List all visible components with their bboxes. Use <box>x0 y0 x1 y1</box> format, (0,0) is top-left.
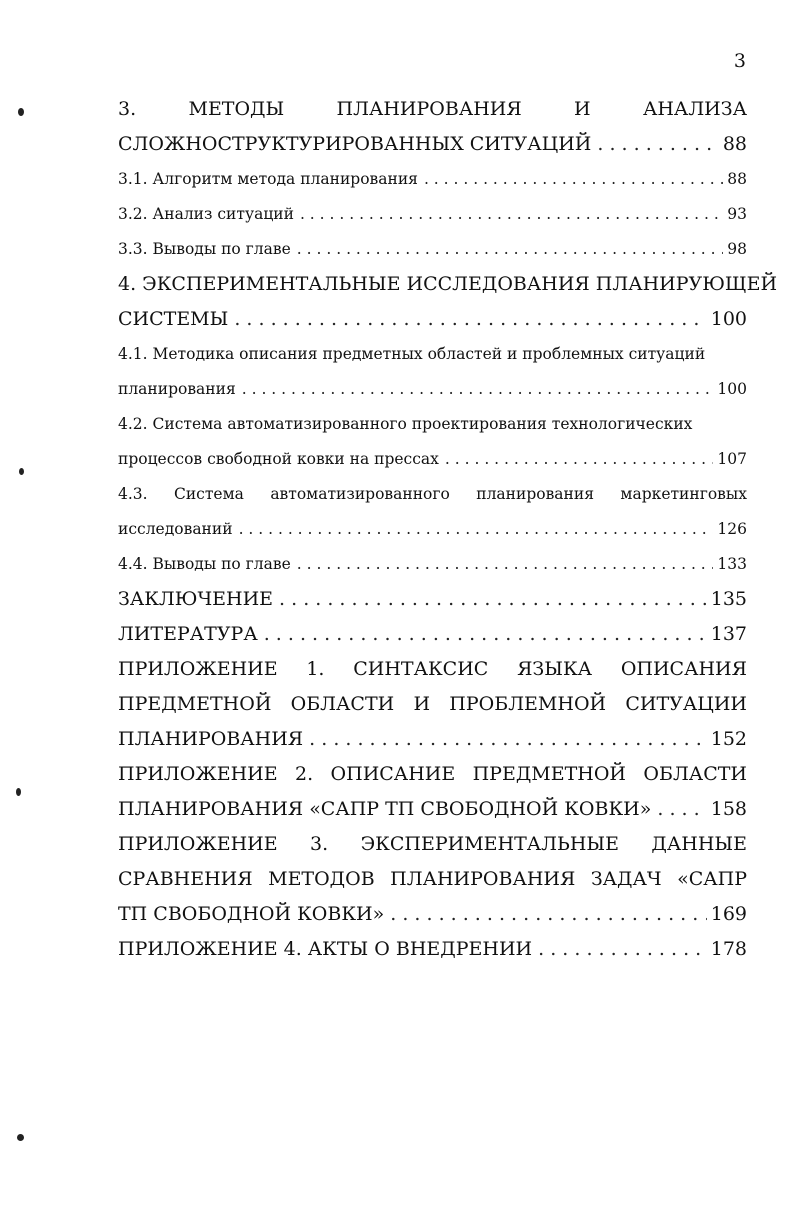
toc-line <box>118 162 747 197</box>
toc-page-number: 88 <box>719 127 747 162</box>
toc-word: АНАЛИЗА <box>642 98 747 120</box>
toc-line <box>118 127 747 162</box>
toc-page-number: 107 <box>713 442 747 477</box>
toc-page-number: 133 <box>713 547 747 582</box>
toc-word: ЗАДАЧ <box>590 868 662 890</box>
toc-entry-title: 4.1. Методика описания предметных областей и проблемных ситуаций <box>118 345 706 363</box>
toc-entry-title: 4. ЭКСПЕРИМЕНТАЛЬНЫЕ ИССЛЕДОВАНИЯ ПЛАНИРУЮЩЕЙ <box>118 273 778 295</box>
toc-line <box>118 197 747 232</box>
toc-page-number: 169 <box>707 897 747 932</box>
dot-leader <box>300 197 723 232</box>
toc-page-number: 93 <box>723 197 747 232</box>
toc-page-number: 137 <box>707 617 747 652</box>
toc-word: ОПИСАНИЕ <box>330 763 456 785</box>
toc-entry-title: СЛОЖНОСТРУКТУРИРОВАННЫХ СИТУАЦИЙ <box>118 127 597 162</box>
toc-entry-title: 4.4. Выводы по главе <box>118 547 297 582</box>
toc-line <box>118 932 747 967</box>
toc-line <box>118 267 778 302</box>
dot-leader <box>234 302 706 337</box>
toc-page-number: 100 <box>707 302 747 337</box>
toc-entry-title: процессов свободной ковки на прессах <box>118 442 445 477</box>
toc-line <box>118 337 747 372</box>
toc-page-number: 158 <box>707 792 747 827</box>
dot-leader <box>445 442 714 477</box>
toc-word: автоматизированного <box>270 485 450 503</box>
toc-entry-title: ПЛАНИРОВАНИЯ «САПР ТП СВОБОДНОЙ КОВКИ» <box>118 792 657 827</box>
toc-line <box>118 547 747 582</box>
toc-page-number: 126 <box>713 512 747 547</box>
dot-leader <box>264 617 707 652</box>
toc-line <box>118 652 747 687</box>
toc-word: ПРИЛОЖЕНИЕ <box>118 658 278 680</box>
toc-line <box>118 407 747 442</box>
toc-word: «САПР <box>677 868 747 890</box>
toc-word: И <box>413 693 431 715</box>
toc-word: МЕТОДЫ <box>188 98 285 120</box>
toc-entry-title: исследований <box>118 512 239 547</box>
toc-word: ПРИЛОЖЕНИЕ <box>118 833 278 855</box>
toc-entry-title: 3.2. Анализ ситуаций <box>118 197 300 232</box>
toc-line <box>118 512 747 547</box>
dot-leader <box>390 897 706 932</box>
toc-page-number: 98 <box>723 232 747 267</box>
toc-word: ОБЛАСТИ <box>290 693 395 715</box>
toc-page-number: 152 <box>707 722 747 757</box>
toc-page-number: 88 <box>723 162 747 197</box>
toc-word: 3. <box>310 833 329 855</box>
dot-leader <box>279 582 707 617</box>
toc-line <box>118 687 747 722</box>
toc-word: Система <box>173 485 244 503</box>
toc-word: ПЛАНИРОВАНИЯ <box>336 98 522 120</box>
toc-line <box>118 477 747 512</box>
toc-line <box>118 827 747 862</box>
toc-word: ДАННЫЕ <box>651 833 747 855</box>
toc-word: ПРИЛОЖЕНИЕ <box>118 763 278 785</box>
toc-entry-title: 3.3. Выводы по главе <box>118 232 297 267</box>
dot-leader <box>657 792 706 827</box>
toc-word: ЭКСПЕРИМЕНТАЛЬНЫЕ <box>360 833 619 855</box>
toc-word: ЯЗЫКА <box>517 658 593 680</box>
toc-line <box>118 757 747 792</box>
toc-word: планирования <box>476 485 594 503</box>
toc-word: 3. <box>118 98 137 120</box>
toc-entry-title: СИСТЕМЫ <box>118 302 234 337</box>
dot-leader <box>297 547 714 582</box>
dot-leader <box>242 372 714 407</box>
toc-word: И <box>574 98 591 120</box>
toc-entry-title: 3.1. Алгоритм метода планирования <box>118 162 424 197</box>
toc-entry-title: ПЛАНИРОВАНИЯ <box>118 722 309 757</box>
toc-word: маркетинговых <box>620 485 747 503</box>
toc-word: ПРЕДМЕТНОЙ <box>118 693 272 715</box>
toc-entry-title: 4.2. Система автоматизированного проектирования технологических <box>118 415 693 433</box>
table-of-contents <box>118 92 778 967</box>
dot-leader <box>424 162 723 197</box>
toc-entry-title: ТП СВОБОДНОЙ КОВКИ» <box>118 897 390 932</box>
toc-line <box>118 232 747 267</box>
toc-entry-title: ЗАКЛЮЧЕНИЕ <box>118 582 279 617</box>
toc-line <box>118 582 747 617</box>
toc-word: 2. <box>295 763 314 785</box>
toc-word: СРАВНЕНИЯ <box>118 868 253 890</box>
toc-word: ОБЛАСТИ <box>643 763 747 785</box>
toc-line <box>118 372 747 407</box>
toc-word: МЕТОДОВ <box>268 868 375 890</box>
dot-leader <box>597 127 718 162</box>
toc-page-number: 178 <box>707 932 747 967</box>
toc-word: СИНТАКСИС <box>353 658 489 680</box>
toc-word: ПРОБЛЕМНОЙ <box>449 693 607 715</box>
toc-entry-title: ЛИТЕРАТУРА <box>118 617 264 652</box>
toc-word: ОПИСАНИЯ <box>620 658 747 680</box>
dot-leader <box>297 232 723 267</box>
toc-line <box>118 722 747 757</box>
toc-word: ПРЕДМЕТНОЙ <box>472 763 626 785</box>
toc-word: 4.3. <box>118 485 148 503</box>
dot-leader <box>309 722 707 757</box>
toc-page-number: 100 <box>713 372 747 407</box>
toc-line <box>118 92 747 127</box>
dot-leader <box>538 932 707 967</box>
toc-line <box>118 897 747 932</box>
toc-word: СИТУАЦИИ <box>625 693 747 715</box>
toc-entry-title: планирования <box>118 372 242 407</box>
dot-leader <box>239 512 714 547</box>
toc-word: 1. <box>306 658 325 680</box>
toc-line <box>118 442 747 477</box>
toc-line <box>118 617 747 652</box>
toc-line <box>118 862 747 897</box>
toc-page-number: 135 <box>707 582 747 617</box>
toc-line <box>118 792 747 827</box>
page-number: 3 <box>733 50 746 72</box>
toc-word: ПЛАНИРОВАНИЯ <box>390 868 576 890</box>
toc-entry-title: ПРИЛОЖЕНИЕ 4. АКТЫ О ВНЕДРЕНИИ <box>118 932 538 967</box>
toc-line <box>118 302 747 337</box>
